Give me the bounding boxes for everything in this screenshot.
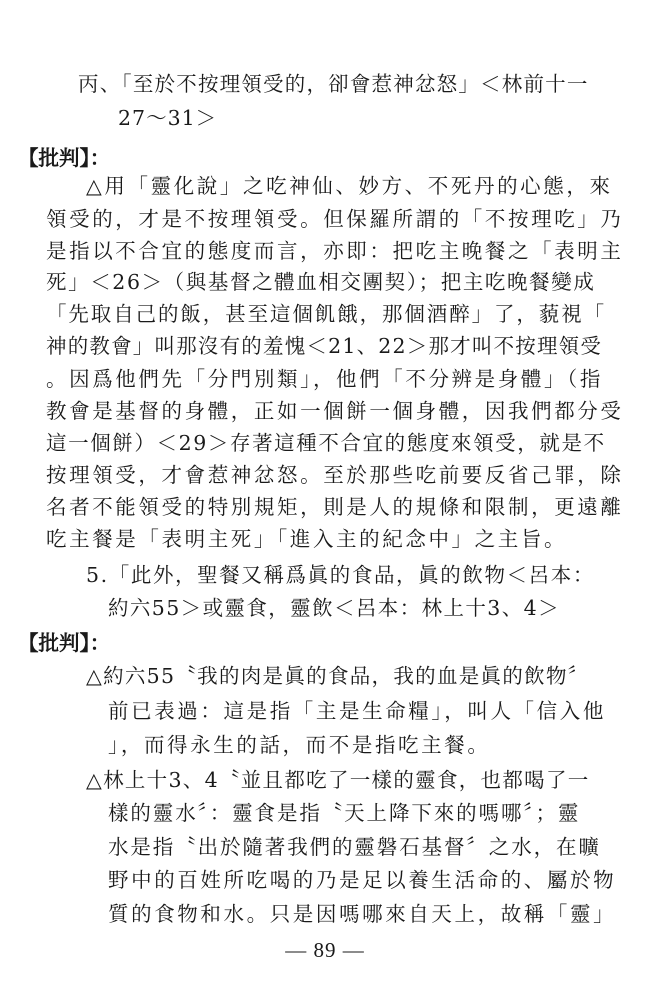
bullet-paragraph-line: △約六55〝我的肉是眞的食品，我的血是眞的飲物〞	[86, 664, 590, 688]
paragraph-line: △用「靈化說」之吃神仙、妙方、不死丹的心態，來	[86, 174, 613, 198]
paragraph-line: 名者不能領受的特別規矩，則是人的規條和限制，更遠離	[46, 495, 624, 519]
bullet-paragraph-line: 水是指〝出於隨著我們的靈磐石基督〞之水，在曠	[108, 835, 601, 859]
paragraph-line: 是指以不合宜的態度而言，亦即：把吃主晚餐之「表明主	[46, 239, 624, 263]
paragraph-line: 按理領受，才會惹神忿怒。至於那些吃前要反省己罪，除	[46, 463, 624, 487]
paragraph-line: 教會是基督的身體，正如一個餅一個身體，因我們都分受	[46, 399, 624, 423]
bullet-paragraph-line: 樣的靈水〞：靈食是指〝天上降下來的嗎哪〞；靈	[108, 801, 581, 825]
bullet-paragraph-line: 前已表過：這是指「主是生命糧」，叫人「信入他	[108, 699, 606, 723]
numbered-point: 5.「此外，聖餐又稱爲眞的食品，眞的飲物＜呂本：	[86, 563, 595, 587]
critique-label: 【批判】：	[18, 146, 111, 170]
paragraph-line: 「先取自己的飯，甚至這個飢餓，那個酒醉」了，藐視「	[46, 302, 606, 326]
section-heading: 丙、「至於不按理領受的，卻會惹神忿怒」＜林前十一	[78, 72, 589, 96]
paragraph-line: 這一個餅）＜29＞存著這種不合宜的態度來領受，就是不	[46, 431, 606, 455]
paragraph-line: 死」＜26＞（與基督之體血相交團契）；把主吃晚餐變成	[46, 270, 596, 294]
bullet-paragraph-line: 質的食物和水。只是因嗎哪來自天上，故稱「靈」	[108, 902, 617, 926]
paragraph-line: 吃主餐是「表明主死」「進入主的紀念中」之主旨。	[46, 527, 568, 551]
bullet-paragraph-line: 野中的百姓所吃喝的乃是足以養生活命的、屬於物	[108, 868, 617, 892]
critique-label: 【批判】：	[18, 631, 111, 655]
bullet-paragraph-line: △林上十3、4〝並且都吃了一樣的靈食，也都喝了一	[86, 768, 590, 792]
bullet-paragraph-line: 」，而得永生的話，而不是指吃主餐。	[108, 733, 491, 757]
numbered-point-cont: 約六55＞或靈食，靈飲＜呂本：林上十3、4＞	[108, 596, 560, 620]
paragraph-line: 領受的，才是不按理領受。但保羅所謂的「不按理吃」乃	[46, 207, 624, 231]
paragraph-line: 。因爲他們先「分門別類」，他們「不分辨是身體」（指	[46, 367, 603, 391]
paragraph-line: 神的教會」叫那沒有的羞愧＜21、22＞那才叫不按理領受	[46, 334, 603, 358]
page-number: — 89 —	[285, 938, 365, 962]
section-heading-cont: 27～31＞	[118, 106, 218, 130]
